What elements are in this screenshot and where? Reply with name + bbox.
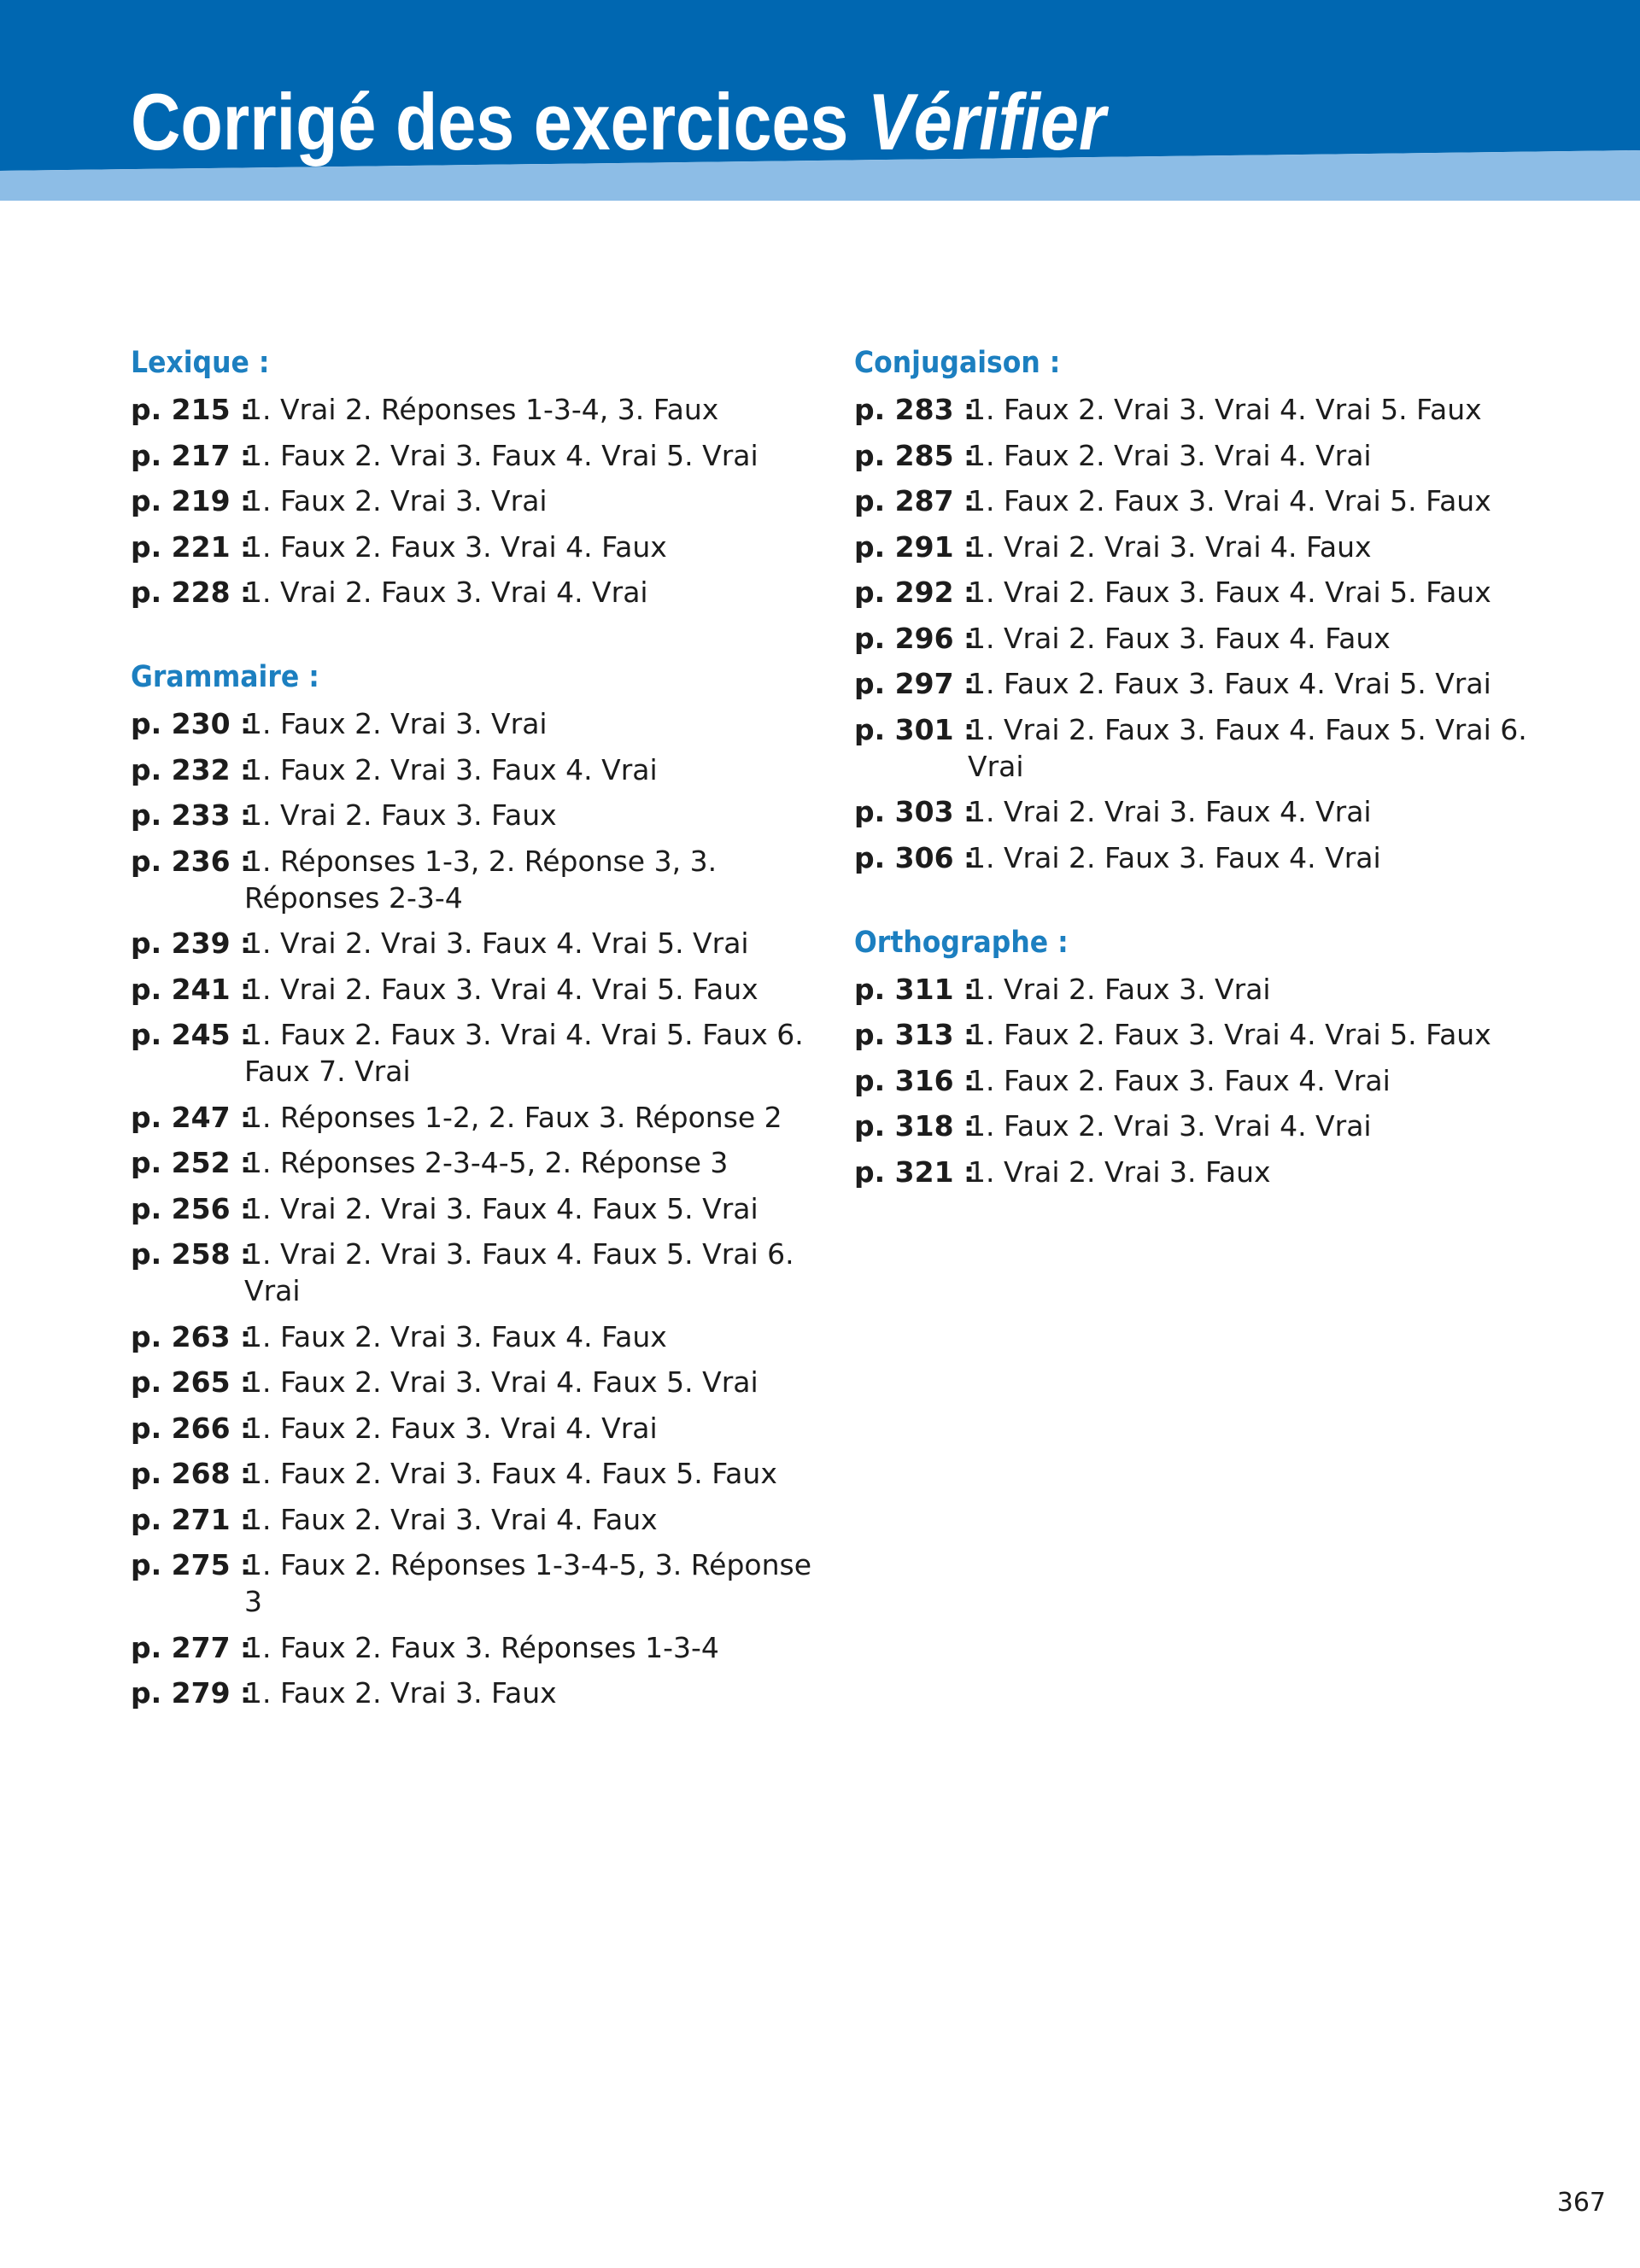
answer-entry: [854, 839, 1555, 876]
answer-entry: [854, 971, 1555, 1008]
right-column: [854, 338, 1555, 1232]
answer-entry: [854, 711, 1555, 785]
entry-answer: 1. Faux 2. Faux 3. Faux 4. Vrai 5. Vrai: [968, 667, 1491, 700]
entry-page: p. 266 :: [131, 1411, 252, 1445]
entry-answer: 1. Vrai 2. Réponses 1-3-4, 3. Faux: [244, 393, 719, 426]
entry-page: p. 245 :: [131, 1018, 252, 1051]
entry-answer: 1. Faux 2. Vrai 3. Faux: [244, 1676, 557, 1710]
entry-answer: 1. Faux 2. Vrai 3. Vrai 4. Vrai: [968, 1109, 1372, 1143]
entry-page: p. 247 :: [131, 1100, 252, 1134]
answer-entry: [131, 1016, 824, 1090]
answer-entry: [131, 705, 824, 742]
entry-answer: 1. Vrai 2. Vrai 3. Vrai 4. Faux: [968, 529, 1372, 564]
entry-page: p. 230 :: [131, 707, 252, 740]
entry-answer: 1. Faux 2. Faux 3. Vrai 4. Vrai 5. Faux 6. Faux 7. Vrai: [244, 1018, 804, 1088]
answer-entry: [131, 482, 824, 519]
entry-answer: 1. Vrai 2. Vrai 3. Faux: [968, 1154, 1271, 1189]
answer-entry: [131, 391, 824, 428]
answer-list: [854, 971, 1555, 1190]
answer-entry: [131, 1236, 824, 1309]
entry-answer: 1. Vrai 2. Faux 3. Vrai 4. Vrai 5. Faux: [244, 972, 758, 1006]
answer-entry: [854, 529, 1555, 565]
answer-entry: [131, 1190, 824, 1227]
entry-answer: 1. Vrai 2. Faux 3. Faux 4. Vrai 5. Faux: [968, 576, 1491, 609]
entry-answer: 1. Faux 2. Vrai 3. Vrai: [244, 707, 548, 740]
entry-answer: 1. Faux 2. Faux 3. Vrai 4. Vrai 5. Faux: [968, 1018, 1491, 1051]
page-number: 367: [1556, 2188, 1606, 2218]
section-orthographe: [854, 918, 1555, 1190]
answer-entry: [131, 1675, 824, 1711]
answer-list: [131, 391, 824, 611]
entry-answer: 1. Vrai 2. Faux 3. Faux 4. Faux: [968, 621, 1391, 655]
left-column: [131, 338, 824, 1753]
entry-page: p. 283 :: [854, 393, 975, 426]
answer-entry: [854, 482, 1555, 519]
entry-answer: 1. Faux 2. Faux 3. Vrai 4. Faux: [244, 529, 667, 564]
answer-entry: [854, 1108, 1555, 1144]
entry-page: p. 219 :: [131, 484, 252, 517]
entry-answer: 1. Vrai 2. Faux 3. Vrai 4. Vrai: [244, 576, 648, 609]
answer-list: [131, 705, 824, 1711]
entry-answer: 1. Réponses 1-3, 2. Réponse 3, 3. Réponses 2-3-4: [244, 844, 718, 915]
answer-entry: [131, 1318, 824, 1355]
entry-page: p. 271 :: [131, 1502, 252, 1536]
entry-answer: 1. Faux 2. Vrai 3. Vrai 4. Faux 5. Vrai: [244, 1365, 758, 1399]
answer-entry: [854, 574, 1555, 611]
entry-page: p. 313 :: [854, 1018, 975, 1051]
answer-entry: [131, 751, 824, 788]
entry-page: p. 297 :: [854, 667, 975, 700]
answer-entry: [854, 1154, 1555, 1190]
entry-answer: 1. Vrai 2. Vrai 3. Faux 4. Vrai 5. Vrai: [244, 926, 749, 960]
page-title-italic: Vérifier: [867, 77, 1106, 167]
answer-entry: [854, 1062, 1555, 1099]
entry-page: p. 306 :: [854, 840, 975, 874]
entry-page: p. 217 :: [131, 438, 252, 472]
answer-entry: [131, 1501, 824, 1538]
entry-answer: 1. Faux 2. Réponses 1-3-4-5, 3. Réponse 3: [244, 1548, 811, 1618]
answer-entry: [131, 1364, 824, 1400]
entry-answer: 1. Vrai 2. Faux 3. Faux 4. Faux 5. Vrai 6. Vrai: [968, 712, 1527, 783]
entry-page: p. 285 :: [854, 438, 975, 472]
entry-page: p. 301 :: [854, 712, 975, 746]
section-heading: Lexique :: [131, 346, 270, 380]
entry-answer: 1. Faux 2. Faux 3. Vrai 4. Vrai 5. Faux: [968, 484, 1491, 517]
entry-page: p. 215 :: [131, 393, 252, 426]
entry-answer: 1. Faux 2. Vrai 3. Faux 4. Faux: [244, 1319, 667, 1353]
answer-entry: [131, 1410, 824, 1447]
entry-answer: 1. Faux 2. Vrai 3. Vrai 4. Vrai: [968, 438, 1372, 472]
entry-answer: 1. Vrai 2. Vrai 3. Faux 4. Faux 5. Vrai: [244, 1191, 758, 1225]
entry-page: p. 287 :: [854, 484, 975, 517]
section-heading: Grammaire :: [131, 660, 319, 694]
entry-answer: 1. Réponses 1-2, 2. Faux 3. Réponse 2: [244, 1100, 782, 1134]
section-heading: Orthographe :: [854, 925, 1069, 960]
answer-entry: [131, 1455, 824, 1492]
answer-entry: [854, 437, 1555, 474]
entry-page: p. 252 :: [131, 1146, 252, 1179]
page-title-text: Corrigé des exercices: [131, 77, 849, 167]
entry-page: p. 263 :: [131, 1319, 252, 1353]
entry-page: p. 236 :: [131, 844, 252, 878]
entry-page: p. 292 :: [854, 576, 975, 609]
entry-page: p. 228 :: [131, 576, 252, 609]
section-heading: Conjugaison :: [854, 346, 1061, 380]
entry-page: p. 303 :: [854, 795, 975, 828]
answer-entry: [854, 1016, 1555, 1053]
entry-page: p. 268 :: [131, 1457, 252, 1490]
entry-page: p. 258 :: [131, 1237, 252, 1271]
entry-answer: 1. Faux 2. Faux 3. Réponses 1-3-4: [244, 1630, 719, 1664]
answer-entry: [131, 971, 824, 1008]
answer-entry: [131, 1144, 824, 1181]
answer-entry: [131, 529, 824, 565]
entry-page: p. 265 :: [131, 1365, 252, 1399]
entry-page: p. 241 :: [131, 972, 252, 1006]
entry-page: p. 321 :: [854, 1154, 975, 1189]
page-title: [131, 75, 1105, 169]
entry-page: p. 277 :: [131, 1630, 252, 1664]
section-grammaire: [131, 652, 824, 1711]
entry-answer: 1. Faux 2. Vrai 3. Vrai: [244, 484, 548, 517]
entry-page: p. 279 :: [131, 1676, 252, 1710]
entry-answer: 1. Faux 2. Vrai 3. Faux 4. Faux 5. Faux: [244, 1457, 777, 1490]
answer-entry: [854, 620, 1555, 657]
entry-page: p. 233 :: [131, 798, 252, 832]
answer-entry: [854, 665, 1555, 702]
entry-page: p. 275 :: [131, 1548, 252, 1581]
entry-answer: 1. Réponses 2-3-4-5, 2. Réponse 3: [244, 1146, 729, 1179]
entry-page: p. 316 :: [854, 1063, 975, 1097]
answer-entry: [131, 1546, 824, 1620]
entry-answer: 1. Faux 2. Vrai 3. Vrai 4. Vrai 5. Faux: [968, 393, 1482, 426]
section-conjugaison: [854, 338, 1555, 876]
answer-entry: [131, 797, 824, 833]
entry-answer: 1. Faux 2. Faux 3. Vrai 4. Vrai: [244, 1411, 658, 1445]
entry-page: p. 311 :: [854, 972, 975, 1006]
answer-entry: [854, 793, 1555, 830]
answer-entry: [131, 574, 824, 611]
answer-entry: [131, 1629, 824, 1666]
entry-page: p. 221 :: [131, 529, 252, 564]
entry-answer: 1. Vrai 2. Vrai 3. Faux 4. Vrai: [968, 795, 1372, 828]
entry-answer: 1. Vrai 2. Vrai 3. Faux 4. Faux 5. Vrai 6. Vrai: [244, 1237, 794, 1307]
entry-answer: 1. Faux 2. Faux 3. Faux 4. Vrai: [968, 1063, 1391, 1097]
entry-page: p. 256 :: [131, 1191, 252, 1225]
entry-page: p. 239 :: [131, 926, 252, 960]
entry-answer: 1. Faux 2. Vrai 3. Faux 4. Vrai: [244, 752, 658, 786]
header-band: [0, 0, 1640, 201]
answer-list: [854, 391, 1555, 876]
entry-answer: 1. Vrai 2. Faux 3. Vrai: [968, 972, 1271, 1006]
entry-answer: 1. Vrai 2. Faux 3. Faux 4. Vrai: [968, 840, 1381, 874]
entry-answer: 1. Faux 2. Vrai 3. Vrai 4. Faux: [244, 1502, 658, 1536]
answer-entry: [131, 843, 824, 916]
section-lexique: [131, 338, 824, 611]
answer-entry: [131, 1099, 824, 1136]
answer-entry: [131, 437, 824, 474]
answer-entry: [854, 391, 1555, 428]
entry-answer: 1. Vrai 2. Faux 3. Faux: [244, 798, 557, 832]
entry-page: p. 291 :: [854, 529, 975, 564]
entry-answer: 1. Faux 2. Vrai 3. Faux 4. Vrai 5. Vrai: [244, 438, 758, 472]
answer-entry: [131, 925, 824, 962]
entry-page: p. 296 :: [854, 621, 975, 655]
entry-page: p. 318 :: [854, 1109, 975, 1143]
entry-page: p. 232 :: [131, 752, 252, 786]
